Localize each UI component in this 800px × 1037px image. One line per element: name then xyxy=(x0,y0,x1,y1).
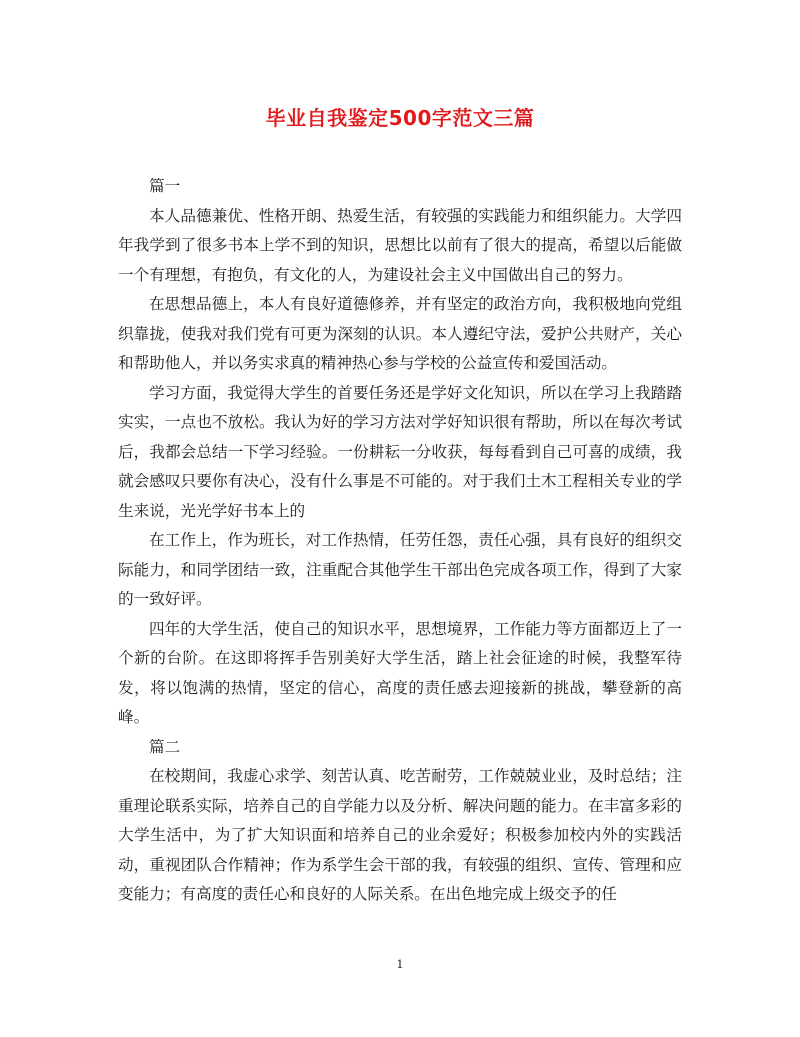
paragraph: 本人品德兼优、性格开朗、热爱生活，有较强的实践能力和组织能力。大学四年我学到了很多书本上学不到的知识，思想比以前有了很大的提高，希望以后能做一个有理想，有抱负，有文化的人，为建设社会主义中国做出自己的努力。 xyxy=(118,206,682,284)
paragraph: 在校期间，我虚心求学、刻苦认真、吃苦耐劳，工作兢兢业业，及时总结；注重理论联系实际，培养自己的自学能力以及分析、解决问题的能力。在丰富多彩的大学生活中，为了扩大知识面和培养自己的业余爱好；积极参加校内外的实践活动，重视团队合作精神；作为系学生会干部的我，有较强的组织、宣传、管理和应变能力；有高度的责任心和良好的人际关系。在出色地完成上级交予的任 xyxy=(118,767,682,903)
page-number: 1 xyxy=(396,958,404,971)
paragraph: 学习方面，我觉得大学生的首要任务还是学好文化知识，所以在学习上我踏踏实实，一点也不放松。我认为好的学习方法对学好知识很有帮助，所以在每次考试后，我都会总结一下学习经验。一份耕耘一分收获，每每看到自己可喜的成绩，我就会感叹只要你有决心，没有什么事是不可能的。对于我们土木工程相关专业的学生来说，光光学好书本上的 xyxy=(118,383,682,520)
document-title: 毕业自我鉴定500字范文三篇 xyxy=(265,106,535,130)
section-heading-2: 篇二 xyxy=(149,737,181,756)
paragraph: 在工作上，作为班长，对工作热情，任劳任怨，责任心强，具有良好的组织交际能力，和同学团结一致，注重配合其他学生干部出色完成各项工作，得到了大家的一致好评。 xyxy=(118,531,682,608)
paragraph: 在思想品德上，本人有良好道德修养，并有坚定的政治方向，我积极地向党组织靠拢，使我对我们党有可更为深刻的认识。本人遵纪守法，爱护公共财产，关心和帮助他人，并以务实求真的精神热心参与学校的公益宣传和爱国活动。 xyxy=(118,295,682,372)
section-heading-1: 篇一 xyxy=(149,177,181,195)
paragraph: 四年的大学生活，使自己的知识水平，思想境界，工作能力等方面都迈上了一个新的台阶。在这即将挥手告别美好大学生活，踏上社会征途的时候，我整军待发，将以饱满的热情，坚定的信心，高度的责任感去迎接新的挑战，攀登新的高峰。 xyxy=(118,619,682,726)
document-body xyxy=(118,172,682,910)
